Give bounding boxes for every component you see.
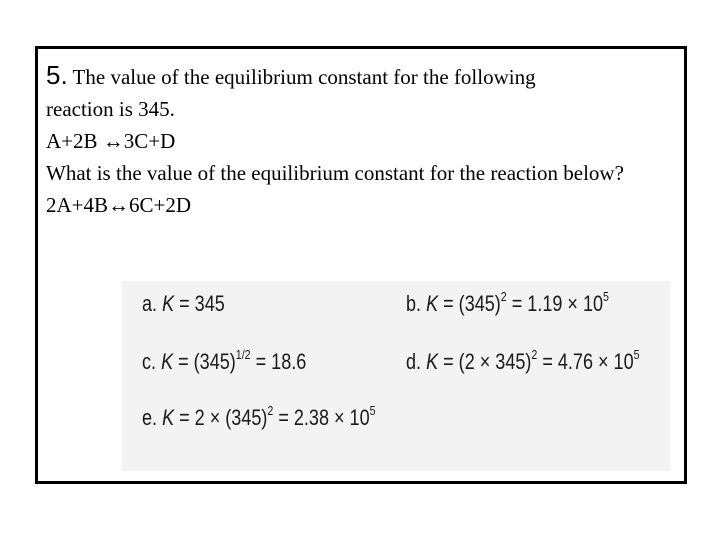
answer-a	[142, 291, 225, 317]
answer-choices-image	[122, 281, 670, 471]
answer-c	[142, 349, 306, 375]
answer-expr: = 345	[174, 291, 225, 316]
question-line-3: What is the value of the equilibrium constant for the reaction below?	[46, 161, 624, 185]
answer-expr: = (345)	[438, 291, 501, 316]
question-intro: The value of the equilibrium constant for the following	[67, 65, 536, 89]
answer-exponent: 2	[531, 347, 538, 362]
k-symbol: K	[162, 405, 175, 430]
reaction-1: A+2B ↔3C+D	[46, 129, 176, 153]
answer-d	[406, 349, 640, 375]
k-symbol: K	[426, 291, 439, 316]
answer-letter: a.	[142, 291, 158, 316]
answer-exponent: 1/2	[235, 347, 251, 362]
k-symbol: K	[426, 349, 439, 374]
answer-expr: = 2 × (345)	[174, 405, 268, 430]
question-frame	[35, 46, 687, 484]
answer-result-exponent: 5	[603, 289, 609, 304]
answer-letter: b.	[406, 291, 422, 316]
answer-letter: d.	[406, 349, 422, 374]
answer-result: = 4.76 × 10	[537, 349, 634, 374]
answer-exponent: 2	[267, 403, 274, 418]
answer-b	[406, 291, 609, 317]
reaction-2: 2A+4B↔6C+2D	[46, 193, 192, 217]
question-text	[46, 59, 676, 221]
k-symbol: K	[162, 291, 175, 316]
answer-result-exponent: 5	[369, 403, 376, 418]
question-line-2: reaction is 345.	[46, 97, 175, 121]
answer-e	[142, 405, 376, 431]
answer-exponent: 2	[500, 289, 507, 304]
question-line-1	[46, 59, 676, 93]
answer-letter: c.	[142, 349, 157, 374]
answer-result: = 1.19 × 10	[506, 291, 604, 316]
answer-result: = 18.6	[250, 349, 307, 374]
answer-expr: = (2 × 345)	[438, 349, 532, 374]
answer-result: = 2.38 × 10	[273, 405, 370, 430]
question-number: 5.	[46, 60, 68, 90]
answer-letter: e.	[142, 405, 158, 430]
k-symbol: K	[161, 349, 174, 374]
answer-expr: = (345)	[173, 349, 236, 374]
answer-result-exponent: 5	[633, 347, 640, 362]
